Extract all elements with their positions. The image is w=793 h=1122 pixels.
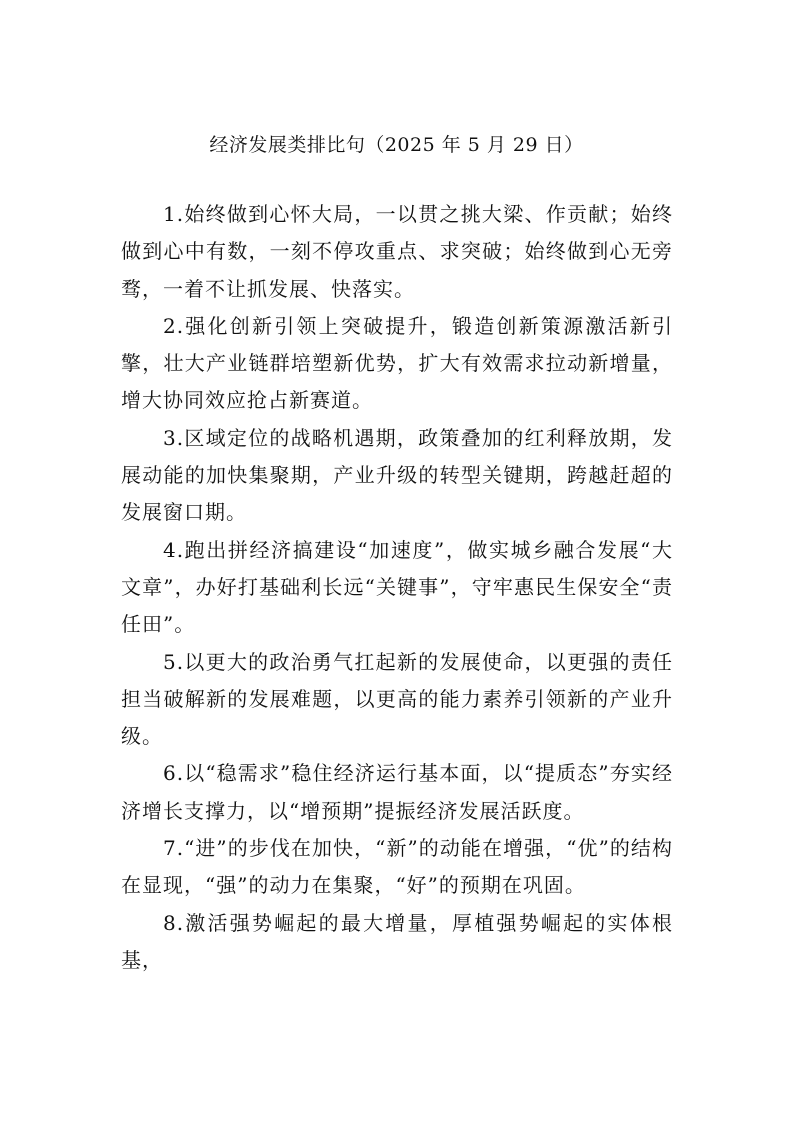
paragraph-1: 1.始终做到心怀大局，一以贯之挑大梁、作贡献；始终做到心中有数，一刻不停攻重点、求突破；始终做到心无旁骛，一着不让抓发展、快落实。 — [121, 202, 673, 301]
paragraph-5: 5.以更大的政治勇气扛起新的发展使命，以更强的责任担当破解新的发展难题，以更高的能力素养引领新的产业升级。 — [121, 649, 673, 749]
paragraph-2: 2.强化创新引领上突破提升，锻造创新策源激活新引擎，壮大产业链群培塑新优势，扩大有效需求拉动新增量，增大协同效应抢占新赛道。 — [121, 313, 673, 413]
paragraph-6: 6.以“稳需求”稳住经济运行基本面，以“提质态”夯实经济增长支撑力，以“增预期”提振经济发展活跃度。 — [121, 761, 673, 823]
document-body — [121, 196, 673, 979]
page-title: 经济发展类排比句（2025 年 5 月 29 日） — [209, 134, 584, 156]
paragraph-4: 4.跑出拼经济搞建设“加速度”，做实城乡融合发展“大文章”，办好打基础利长远“关键事”，守牢惠民生保安全“责任田”。 — [121, 537, 673, 637]
paragraph-7: 7.“进”的步伐在加快，“新”的动能在增强，“优”的结构在显现，“强”的动力在集聚，“好”的预期在巩固。 — [121, 836, 673, 898]
paragraph-8: 8.激活强势崛起的最大增量，厚植强势崛起的实体根基， — [121, 910, 673, 972]
paragraph-3: 3.区域定位的战略机遇期，政策叠加的红利释放期，发展动能的加快集聚期，产业升级的转型关键期，跨越赶超的发展窗口期。 — [121, 425, 673, 525]
